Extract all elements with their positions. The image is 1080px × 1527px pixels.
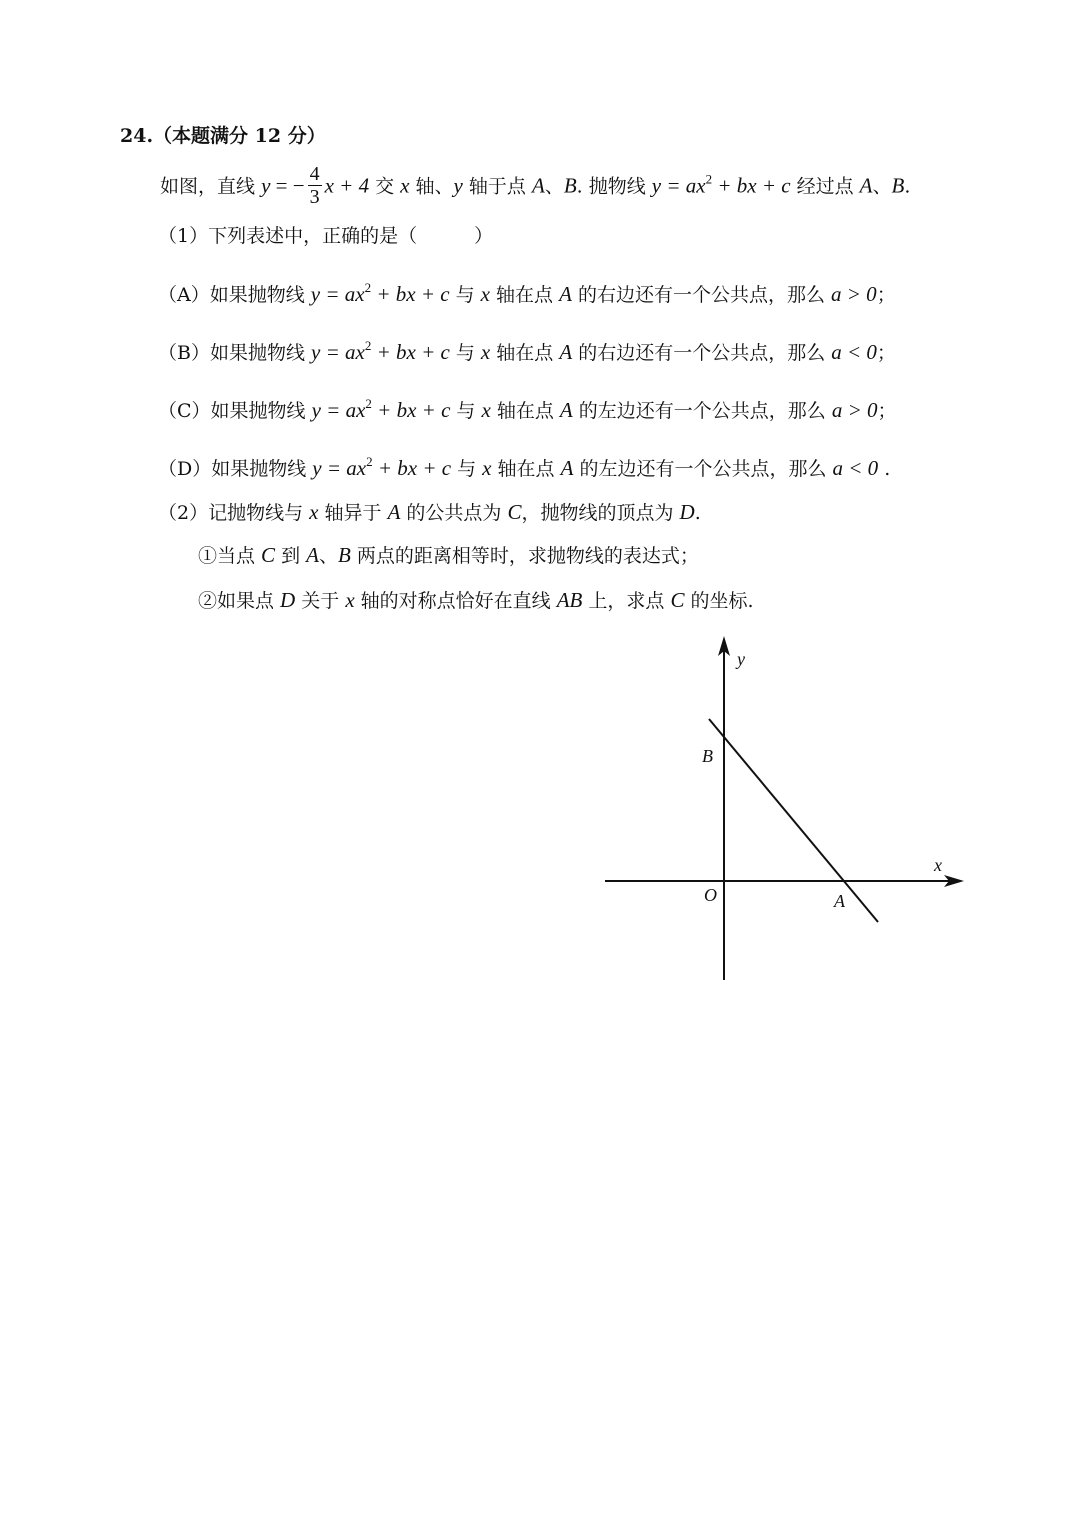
parabola-eq-lhs: y = ax	[312, 456, 367, 480]
parabola-eq-rhs: + bx + c	[372, 456, 452, 480]
label-origin: O	[704, 885, 717, 905]
sub2-text: ②如果点	[198, 590, 281, 612]
part2-text: 的公共点为	[400, 502, 508, 524]
option-text: 轴在点	[490, 342, 560, 364]
sub2-text: 轴的对称点恰好在直线	[354, 590, 557, 612]
fraction-numerator: 4	[309, 163, 320, 185]
var-x: x	[482, 456, 492, 480]
line-ab: AB	[556, 588, 583, 612]
point-a: A	[559, 282, 572, 306]
option-text: 与	[449, 284, 481, 306]
option-label: （A）	[158, 284, 210, 306]
option-a	[158, 274, 896, 309]
var-x: x	[480, 340, 491, 364]
part2-text: ，抛物线的顶点为	[521, 502, 680, 524]
option-text: 轴在点	[490, 284, 560, 306]
option-condition: a > 0	[831, 398, 878, 422]
point-a: A	[306, 543, 319, 567]
point-b: B	[563, 173, 577, 198]
intro-text: 轴、	[409, 175, 454, 198]
option-text: ；	[876, 342, 896, 364]
point-c: C	[670, 588, 685, 612]
intro-text: 、	[872, 175, 892, 198]
fraction-four-thirds	[308, 163, 322, 208]
var-x: x	[400, 173, 410, 198]
exponent-2: 2	[705, 171, 713, 187]
option-d	[158, 448, 890, 483]
exponent-2: 2	[365, 396, 372, 411]
intro-text: 交	[369, 175, 401, 198]
label-y: y	[737, 649, 745, 669]
eq-y: y	[261, 173, 271, 198]
option-text: 与	[451, 458, 483, 480]
point-a: A	[531, 173, 545, 198]
intro-text: 轴于点	[462, 175, 532, 198]
exponent-2: 2	[366, 454, 373, 469]
part2-text: .	[694, 502, 701, 524]
sub1-text: 两点的距离相等时，求抛物线的表达式；	[350, 545, 699, 567]
var-x: x	[309, 500, 319, 524]
exponent-2: 2	[364, 338, 372, 353]
part2-text: （2）记抛物线与	[158, 502, 310, 524]
var-x: x	[481, 398, 491, 422]
option-text: 与	[449, 342, 481, 364]
parabola-eq-rhs: + bx + c	[371, 340, 450, 364]
parabola-eq-rhs: + bx + c	[371, 398, 451, 422]
part2-sub2	[198, 586, 754, 615]
var-x: x	[480, 282, 490, 306]
option-text: 的左边还有一个公共点，那么	[572, 400, 832, 422]
point-c: C	[261, 543, 276, 567]
part1-stem: （1）下列表述中，正确的是（ ）	[158, 225, 494, 247]
option-text: 轴在点	[491, 458, 561, 480]
part2-sub1	[198, 541, 699, 570]
option-text: 如果抛物线	[209, 342, 312, 364]
var-y: y	[453, 173, 463, 198]
intro-text: 、	[544, 175, 564, 198]
sub1-text: 、	[318, 545, 338, 567]
parabola-eq-lhs: y = ax	[311, 398, 366, 422]
option-text: 如果抛物线	[209, 284, 311, 306]
parabola-eq-rhs: + bx + c	[371, 282, 450, 306]
option-text: 如果抛物线	[210, 400, 312, 422]
intro-text: .	[904, 175, 911, 198]
point-b: B	[338, 543, 351, 567]
eq-x-plus-4: x + 4	[324, 173, 370, 198]
figure-svg	[600, 630, 970, 990]
point-a: A	[387, 500, 401, 524]
point-c: C	[507, 500, 522, 524]
point-b: B	[891, 173, 905, 198]
parabola-eq-lhs: y = ax	[310, 282, 365, 306]
exponent-2: 2	[364, 280, 372, 295]
intro-text: 经过点	[790, 175, 860, 198]
parabola-eq-rhs: + bx + c	[712, 173, 791, 198]
option-condition: a < 0	[832, 456, 879, 480]
line-ab	[709, 719, 878, 922]
part2-stem	[158, 498, 701, 527]
point-d: D	[679, 500, 695, 524]
option-condition: a < 0	[831, 340, 877, 364]
option-c	[158, 390, 897, 425]
parabola-eq-lhs: y = ax	[651, 173, 706, 198]
intro-text: 如图，直线	[160, 175, 256, 198]
option-label: （C）	[158, 400, 211, 422]
option-label: （D）	[158, 458, 212, 480]
problem-title: 24.（本题满分 12 分）	[120, 125, 326, 147]
sub2-text: 的坐标.	[684, 590, 754, 612]
option-text: 与	[450, 400, 482, 422]
option-text: 的右边还有一个公共点，那么	[571, 284, 832, 306]
fraction-denominator: 3	[309, 186, 320, 208]
parabola-eq-lhs: y = ax	[311, 340, 365, 364]
option-text: 的右边还有一个公共点，那么	[572, 342, 832, 364]
label-b: B	[702, 746, 713, 766]
eq-equals-minus: = −	[270, 173, 305, 198]
point-a: A	[559, 398, 573, 422]
coordinate-figure	[600, 630, 970, 990]
point-a: A	[559, 340, 573, 364]
option-text: 的左边还有一个公共点，那么	[573, 458, 833, 480]
option-b	[158, 332, 896, 367]
sub1-text: ①当点	[198, 545, 262, 567]
intro-text: . 抛物线	[576, 175, 652, 198]
option-label: （B）	[158, 342, 210, 364]
var-x: x	[345, 588, 355, 612]
label-a: A	[834, 891, 845, 911]
point-a: A	[859, 173, 873, 198]
sub1-text: 到	[275, 545, 307, 567]
option-text: ；	[877, 400, 897, 422]
option-text: 轴在点	[490, 400, 560, 422]
part2-text: 轴异于	[318, 502, 388, 524]
sub2-text: 关于	[295, 590, 346, 612]
problem-intro	[160, 165, 910, 210]
sub2-text: 上，求点	[582, 590, 671, 612]
option-text: .	[878, 458, 891, 480]
option-condition: a > 0	[831, 282, 877, 306]
point-d: D	[280, 588, 296, 612]
label-x: x	[934, 855, 942, 875]
point-a: A	[560, 456, 574, 480]
option-text: 如果抛物线	[211, 458, 313, 480]
option-text: ；	[876, 284, 896, 306]
